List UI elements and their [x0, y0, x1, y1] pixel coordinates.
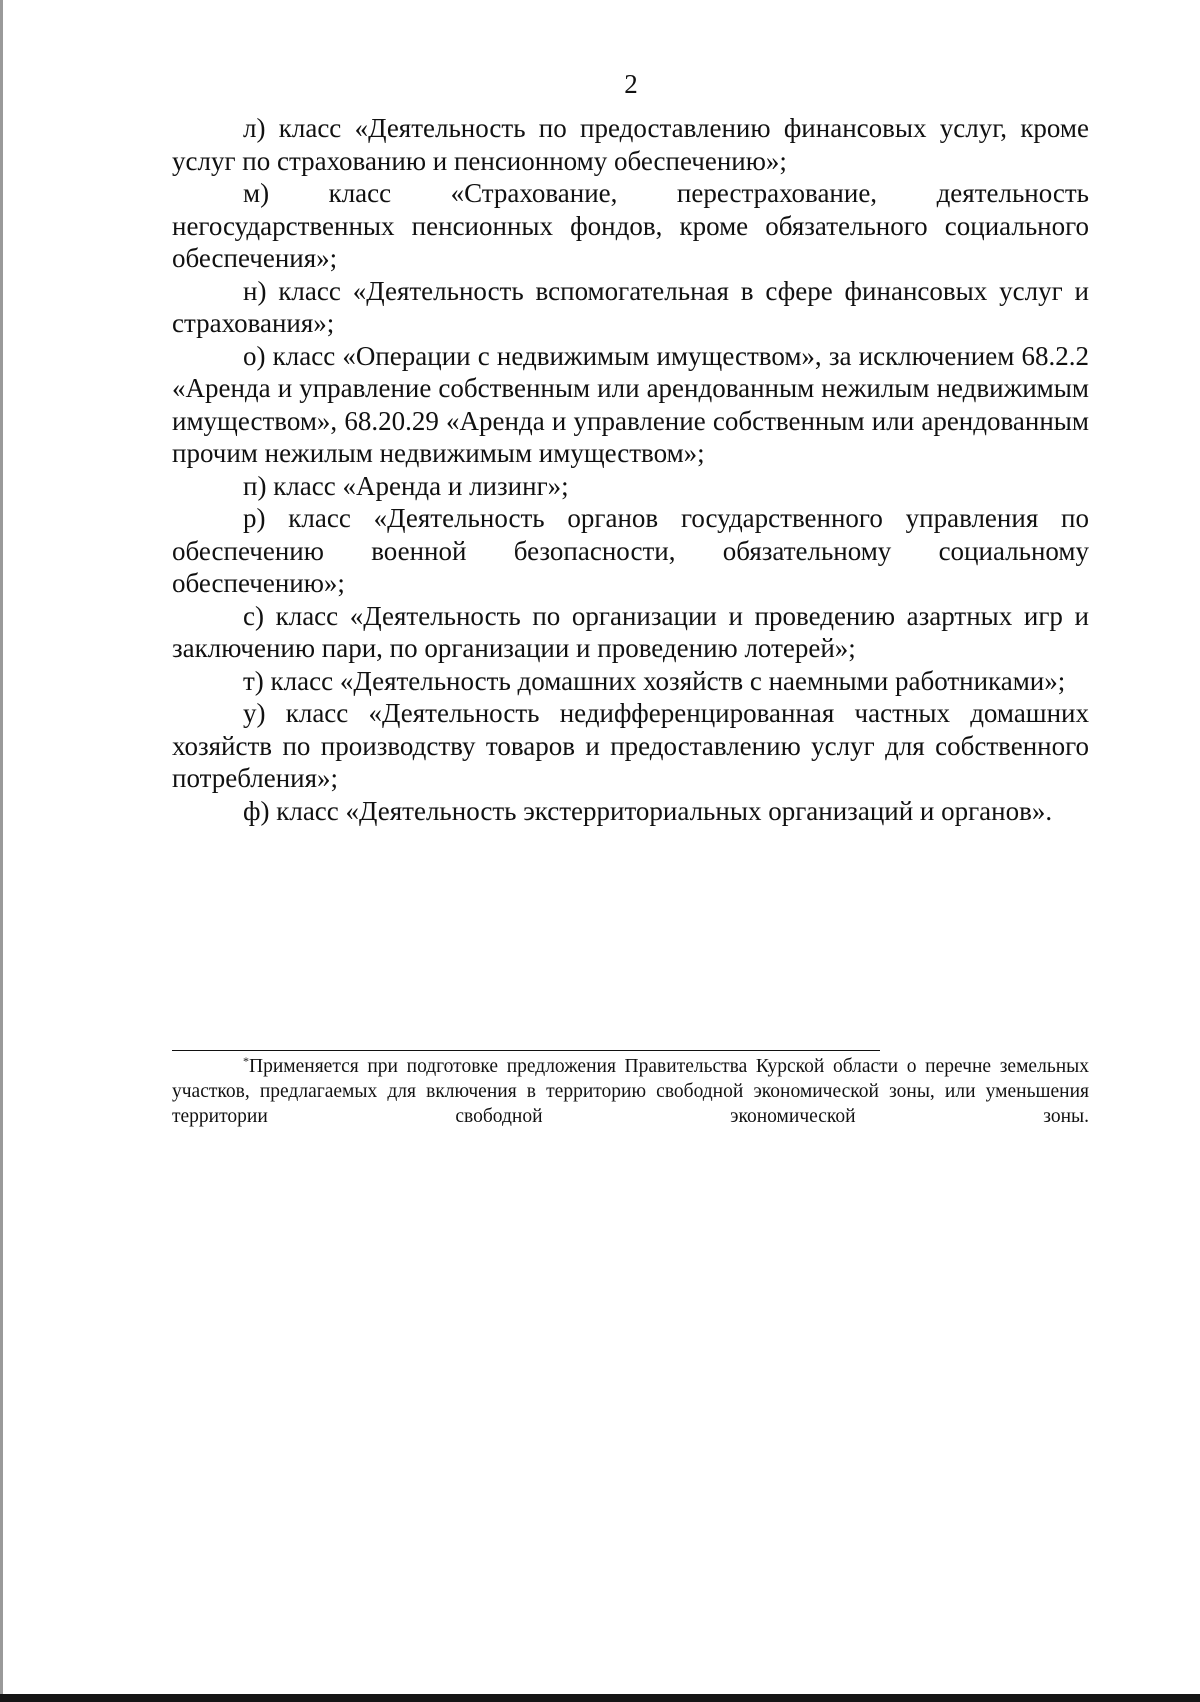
list-item-m: м) класс «Страхование, перестрахование, деятельность негосударственных пенсионных фондов, кроме обязательного социального обеспечения»;: [172, 178, 1089, 273]
list-item-s: с) класс «Деятельность по организации и проведению азартных игр и заключению пари, по организации и проведению лотерей»;: [172, 600, 1089, 663]
list-item-r: р) класс «Деятельность органов государственного управления по обеспечению военной безопасности, обязательному социальному обеспечению»;: [172, 503, 1089, 598]
scan-bottom-edge: [0, 1694, 1200, 1702]
list-item-t: т) класс «Деятельность домашних хозяйств с наемными работниками»;: [243, 665, 1066, 696]
scan-left-edge: [0, 0, 3, 1702]
page-number: 2: [624, 69, 638, 99]
list-item-p: п) класс «Аренда и лизинг»;: [243, 470, 569, 501]
footnote-text: Применяется при подготовке предложения Правительства Курской области о перечне земельных участков, предлагаемых для включения в территорию свободной экономической зоны, или уменьшения территории свободной экономической зоны.: [172, 1056, 1089, 1127]
list-item-n: н) класс «Деятельность вспомогательная в сфере финансовых услуг и страхования»;: [172, 275, 1089, 338]
footnote-marker: *: [243, 1054, 249, 1068]
list-item-l: л) класс «Деятельность по предоставлению финансовых услуг, кроме услуг по страхованию и пенсионному обеспечению»;: [172, 113, 1089, 176]
list-body: [172, 112, 1089, 827]
footnote-separator: [172, 1050, 880, 1051]
list-item-f: ф) класс «Деятельность экстерриториальных организаций и органов».: [243, 795, 1053, 826]
footnote: [172, 1054, 1089, 1129]
list-item-o: о) класс «Операции с недвижимым имуществом», за исключением 68.2.2 «Аренда и управление собственным или арендованным нежилым недвижимым имуществом», 68.20.29 «Аренда и управление собственным или арендованным прочим нежилым недвижимым имуществом»;: [172, 340, 1089, 468]
list-item-u: у) класс «Деятельность недифференцированная частных домашних хозяйств по производству товаров и предоставлению услуг для собственного потребления»;: [172, 698, 1089, 793]
